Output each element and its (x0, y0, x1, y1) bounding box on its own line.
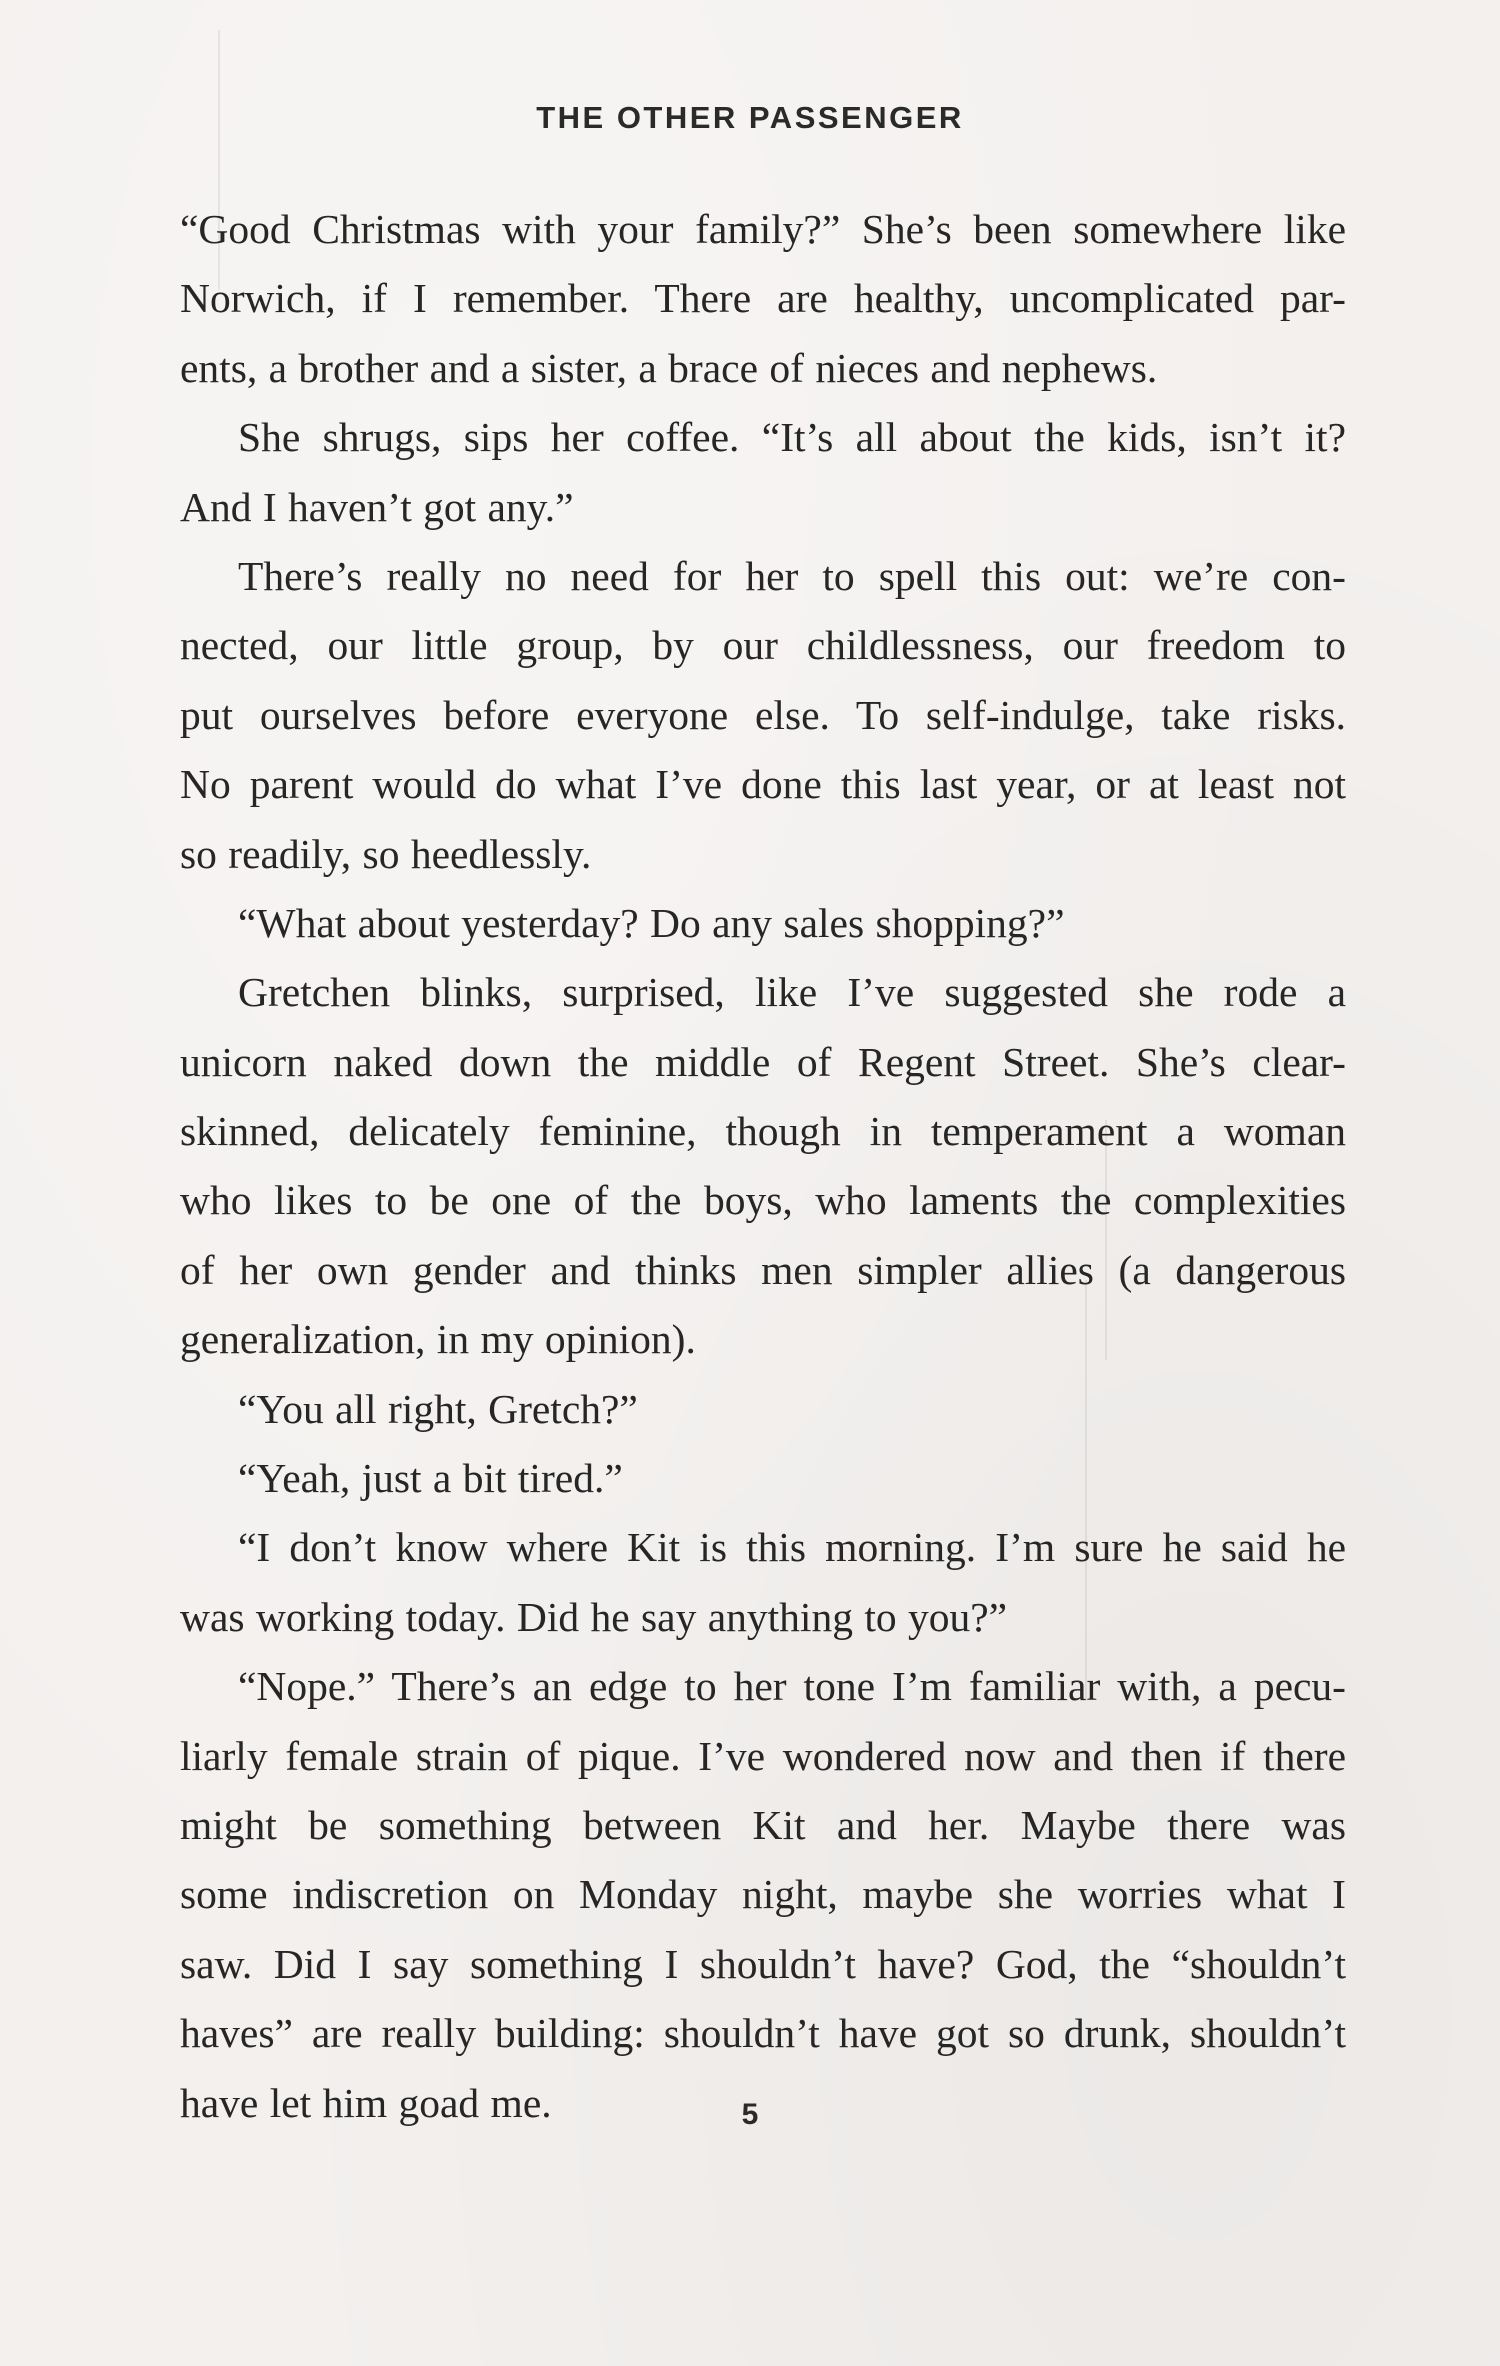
text-line: put ourselves before everyone else. To self-indulge, take risks. (180, 691, 1346, 738)
text-line: Norwich, if I remember. There are healthy, uncomplicated par- (180, 275, 1346, 322)
text-line: “You all right, Gretch?” (238, 1385, 638, 1432)
text-line: unicorn naked down the middle of Regent Street. She’s clear- (180, 1038, 1346, 1085)
text-line: “Yeah, just a bit tired.” (238, 1455, 623, 1502)
text-line: No parent would do what I’ve done this last year, or at least not (180, 761, 1346, 808)
text-line: There’s really no need for her to spell this out: we’re con- (238, 552, 1346, 599)
text-line: Gretchen blinks, surprised, like I’ve suggested she rode a (238, 969, 1346, 1016)
text-line: “Good Christmas with your family?” She’s been somewhere like (180, 206, 1346, 252)
running-head: THE OTHER PASSENGER (536, 100, 964, 135)
text-line: skinned, delicately feminine, though in temperament a woman (180, 1108, 1346, 1155)
text-line: who likes to be one of the boys, who laments the complexities (180, 1177, 1346, 1224)
body-text (180, 195, 1346, 2138)
text-line: generalization, in my opinion). (180, 1316, 696, 1363)
text-line: some indiscretion on Monday night, maybe she worries what I (180, 1871, 1346, 1918)
text-line: “Nope.” There’s an edge to her tone I’m familiar with, a pecu- (238, 1663, 1346, 1710)
text-line: of her own gender and thinks men simpler allies (a dangerous (180, 1246, 1346, 1293)
text-line: might be something between Kit and her. Maybe there was (180, 1801, 1346, 1848)
text-line: saw. Did I say something I shouldn’t have? God, the “shouldn’t (180, 1940, 1346, 1987)
text-line: ents, a brother and a sister, a brace of nieces and nephews. (180, 344, 1158, 391)
text-line: nected, our little group, by our childlessness, our freedom to (180, 622, 1346, 669)
text-line: was working today. Did he say anything to you?” (180, 1593, 1008, 1640)
text-line: She shrugs, sips her coffee. “It’s all about the kids, isn’t it? (238, 414, 1346, 461)
text-line: And I haven’t got any.” (180, 483, 574, 530)
text-line: so readily, so heedlessly. (180, 830, 592, 877)
text-line: “What about yesterday? Do any sales shopping?” (238, 899, 1065, 946)
text-line: haves” are really building: shouldn’t have got so drunk, shouldn’t (180, 2010, 1346, 2057)
text-line: “I don’t know where Kit is this morning. I’m sure he said he (238, 1524, 1346, 1571)
text-line: liarly female strain of pique. I’ve wondered now and then if there (180, 1732, 1346, 1779)
page-number: 5 (741, 2098, 759, 2131)
text-line: have let him goad me. (180, 2079, 552, 2126)
